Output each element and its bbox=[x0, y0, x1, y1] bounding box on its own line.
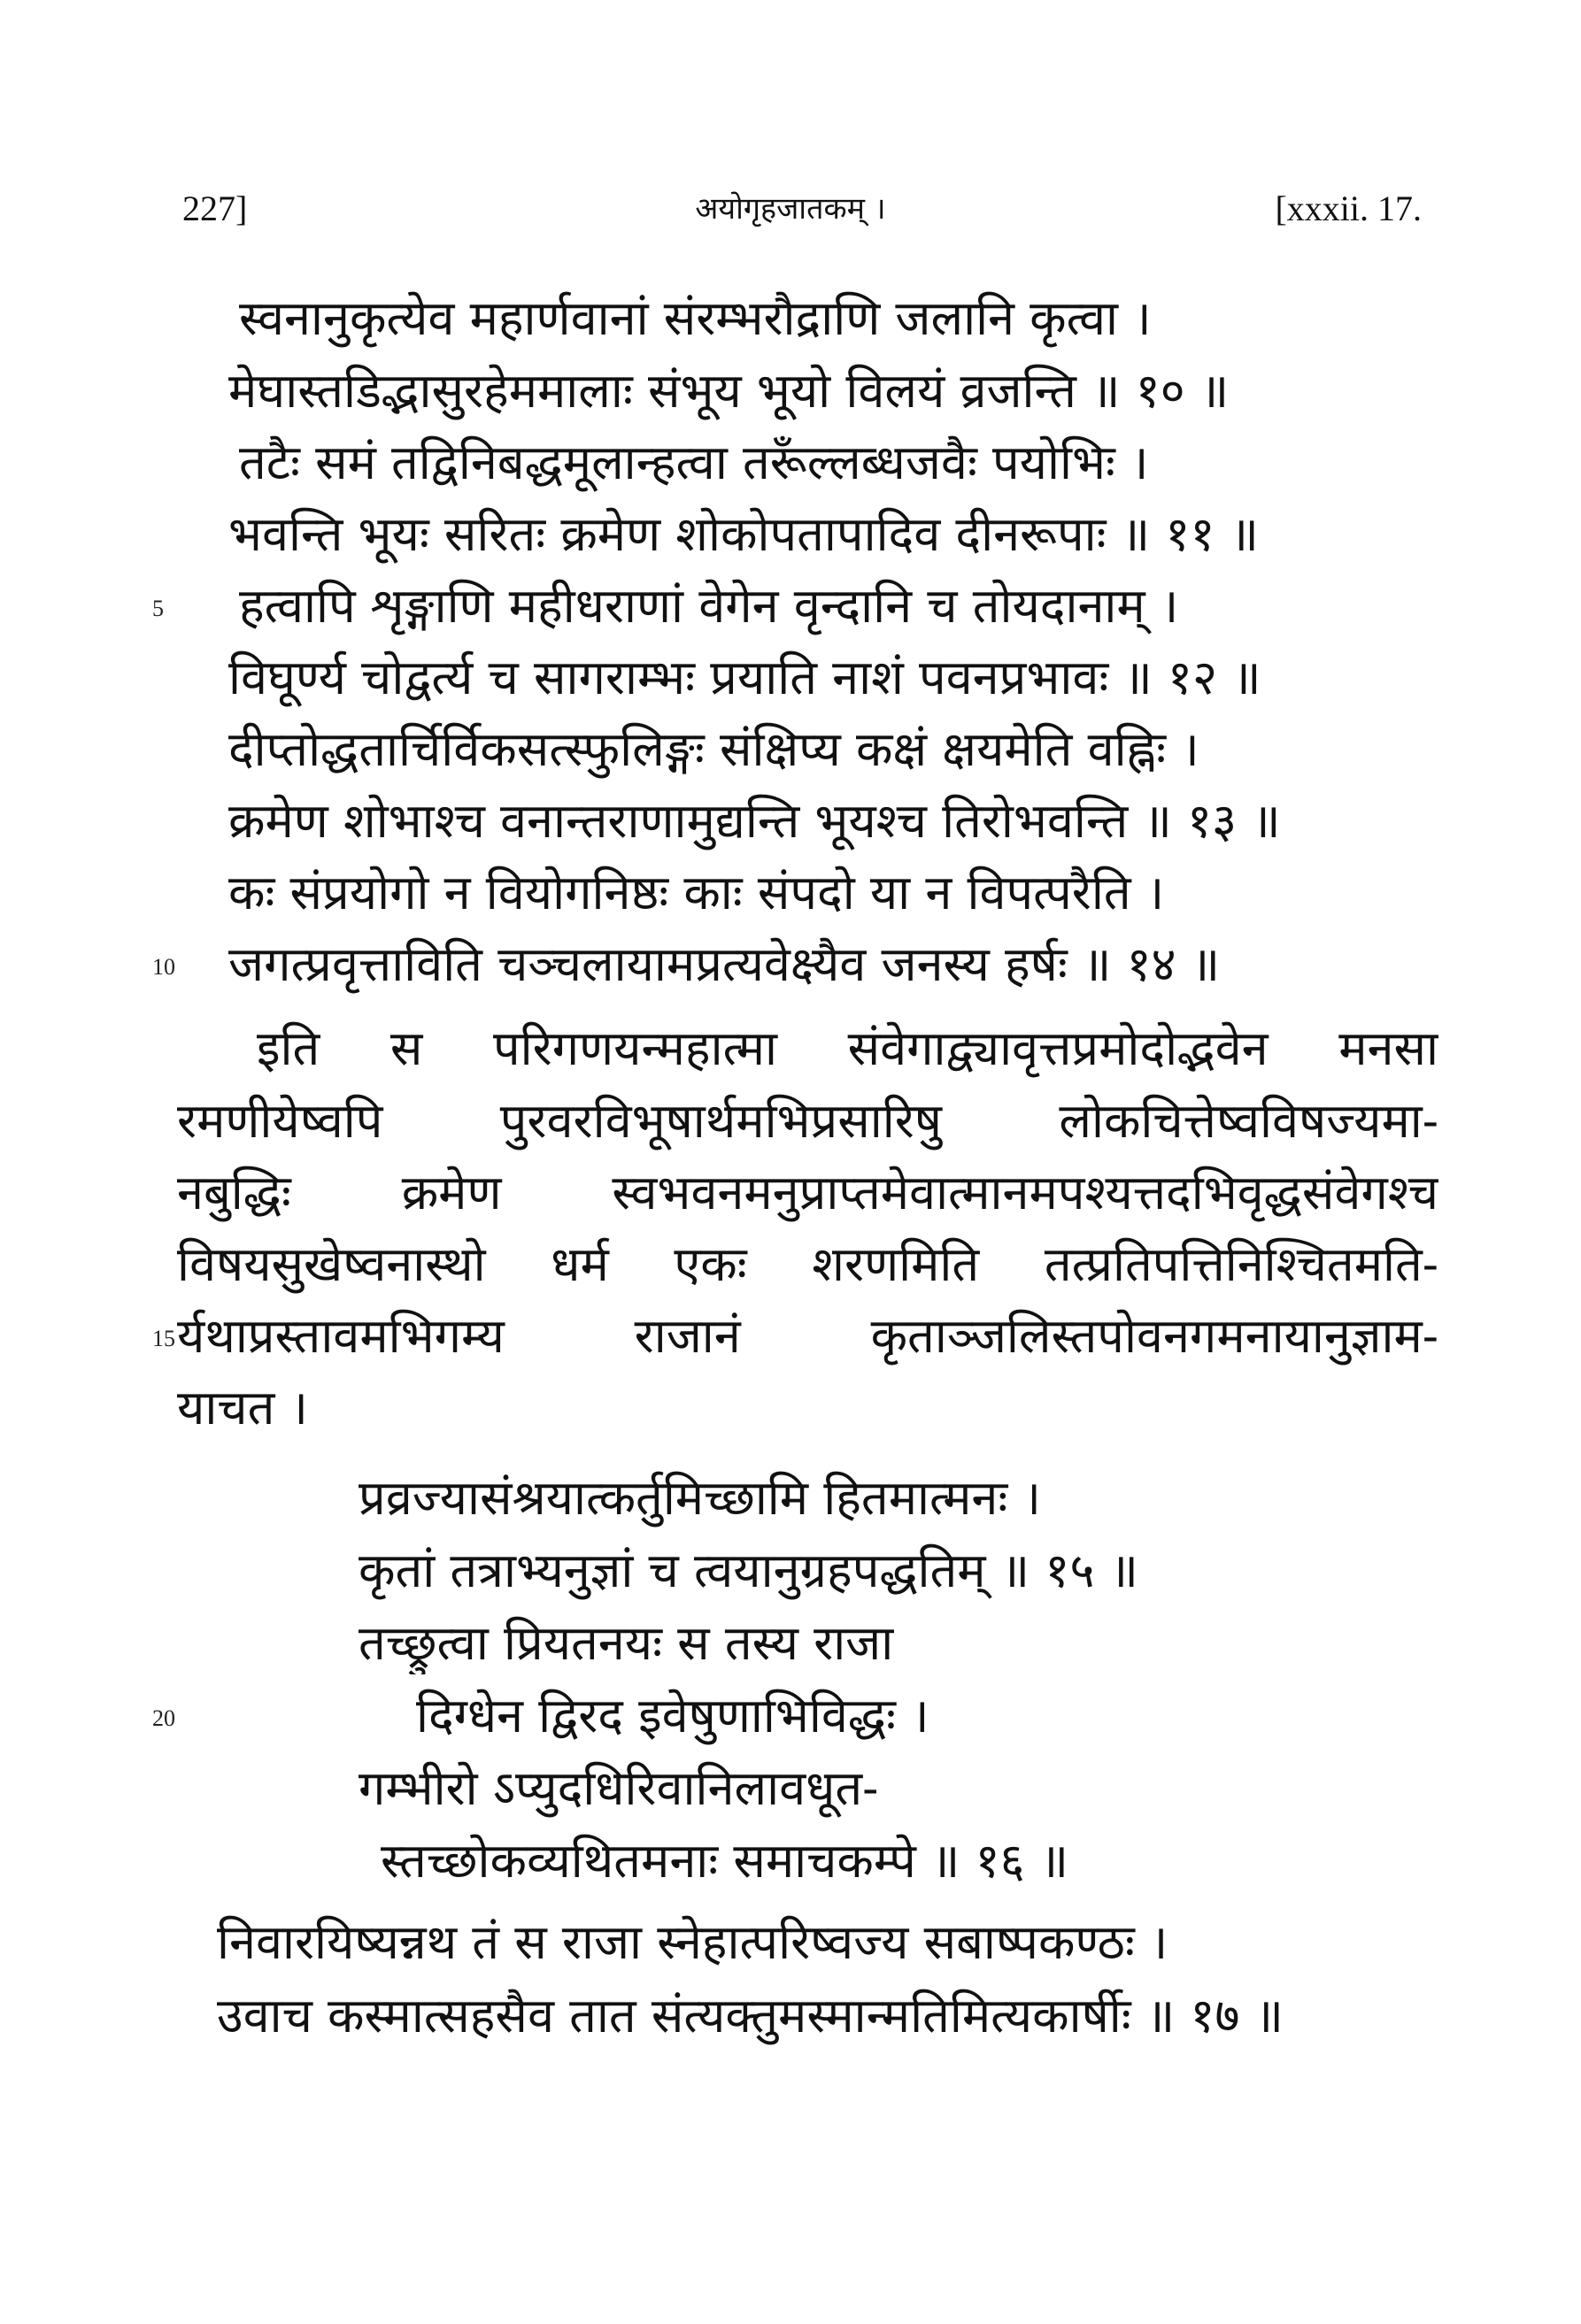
verse-line: जगत्प्रवृत्ताविति चञ्चलायामप्रत्यवेक्ष्यैव जनस्य हर्षः ॥ १४ ॥ bbox=[228, 936, 1221, 992]
prose-line: याचत । bbox=[177, 1380, 309, 1435]
page-number: 227] bbox=[182, 189, 248, 228]
verse-line: कः संप्रयोगो न वियोगनिष्ठः काः संपदो या न विपत्परैति । bbox=[228, 865, 1165, 920]
line-number: 15 bbox=[152, 1326, 175, 1351]
section-reference: [xxxii. 17. bbox=[1275, 189, 1422, 228]
verse-line: गम्भीरो ऽप्युदधिरिवानिलावधूत- bbox=[359, 1760, 879, 1816]
line-number: 10 bbox=[152, 954, 175, 980]
running-title: अयोगृहजातकम् । bbox=[695, 191, 886, 227]
verse-line: मेघास्तडिद्भासुरहेममालाः संभूय भूयो विलयं व्रजन्ति ॥ १० ॥ bbox=[228, 363, 1230, 419]
verse-line: क्रमेण शोभाश्च वनान्तराणामुद्यन्ति भूयश्च तिरोभवन्ति ॥ १३ ॥ bbox=[228, 793, 1281, 849]
verse-line: उवाच कस्मात्सहसैव तात संत्यक्तुमस्मान्मतिमित्यकार्षीः ॥ १७ ॥ bbox=[217, 1988, 1284, 2043]
verse-line: प्रव्रज्यासंश्रयात्कर्तुमिच्छामि हितमात्मनः । bbox=[359, 1470, 1041, 1526]
prose-line: रमणीयेष्वपि पुरवरविभूषार्थमभिप्रसारिषु लोकचित्तेष्वविषज्यमा- bbox=[177, 1093, 1438, 1149]
verse-line: कृतां तत्राभ्यनुज्ञां च त्वयानुग्रहपद्धतिम् ॥ १५ ॥ bbox=[359, 1543, 1138, 1598]
prose-line: नबुद्धिः क्रमेण स्वभवनमनुप्राप्तमेवात्मानमपश्यत्तदभिवृद्धसंवेगश्च bbox=[177, 1165, 1438, 1220]
prose-line: इति स परिगणयन्महात्मा संवेगाद्व्यावृत्तप्रमोदोद्भवेन मनसा bbox=[257, 1020, 1438, 1076]
verse-line: दीप्तोद्धतार्चिर्विकसत्स्फुलिङ्गः संक्षिप्य कक्षं क्षयमेति वह्निः । bbox=[228, 721, 1199, 777]
prose-line: र्यथाप्रस्तावमभिगम्य राजानं कृताञ्जलिस्तपोवनगमनायानुज्ञाम- bbox=[177, 1308, 1438, 1364]
verse-line: निवारयिष्यन्नथ तं स राजा स्नेहात्परिष्वज्य सबाष्पकण्ठः । bbox=[217, 1914, 1168, 1970]
line-number: 5 bbox=[152, 596, 164, 621]
verse-line: दिग्धेन द्विरद इवेषुणाभिविद्धः । bbox=[416, 1688, 929, 1743]
line-number: 20 bbox=[152, 1705, 175, 1731]
verse-line: तच्छ्रुत्वा प्रियतनयः स तस्य राजा bbox=[359, 1615, 894, 1671]
verse-line: तटैः समं तद्विनिबद्धमूलान्हत्वा तरूँल्लब्धजवैः पयोभिः । bbox=[239, 435, 1149, 490]
verse-line: भवन्ति भूयः सरितः क्रमेण शोकोपतापादिव दीनरूपाः ॥ ११ ॥ bbox=[228, 506, 1259, 562]
verse-line: स्वनानुकृत्येव महार्णवानां संरम्भरौद्राणि जलानि कृत्वा । bbox=[239, 290, 1152, 346]
prose-line: विषयसुखेष्वनास्थो धर्म एकः शरणमिति तत्प्रतिपत्तिनिश्चितमति- bbox=[177, 1236, 1438, 1292]
verse-line: विघूर्ण्य चोद्वर्त्य च सागराम्भः प्रयाति नाशं पवनप्रभावः ॥ १२ ॥ bbox=[228, 650, 1261, 705]
verse-line: स्तच्छोकव्यथितमनाः समाचकम्पे ॥ १६ ॥ bbox=[381, 1833, 1069, 1889]
verse-line: हत्वापि शृङ्गाणि महीधराणां वेगेन वृन्दानि च तोयदानाम् । bbox=[239, 578, 1179, 634]
